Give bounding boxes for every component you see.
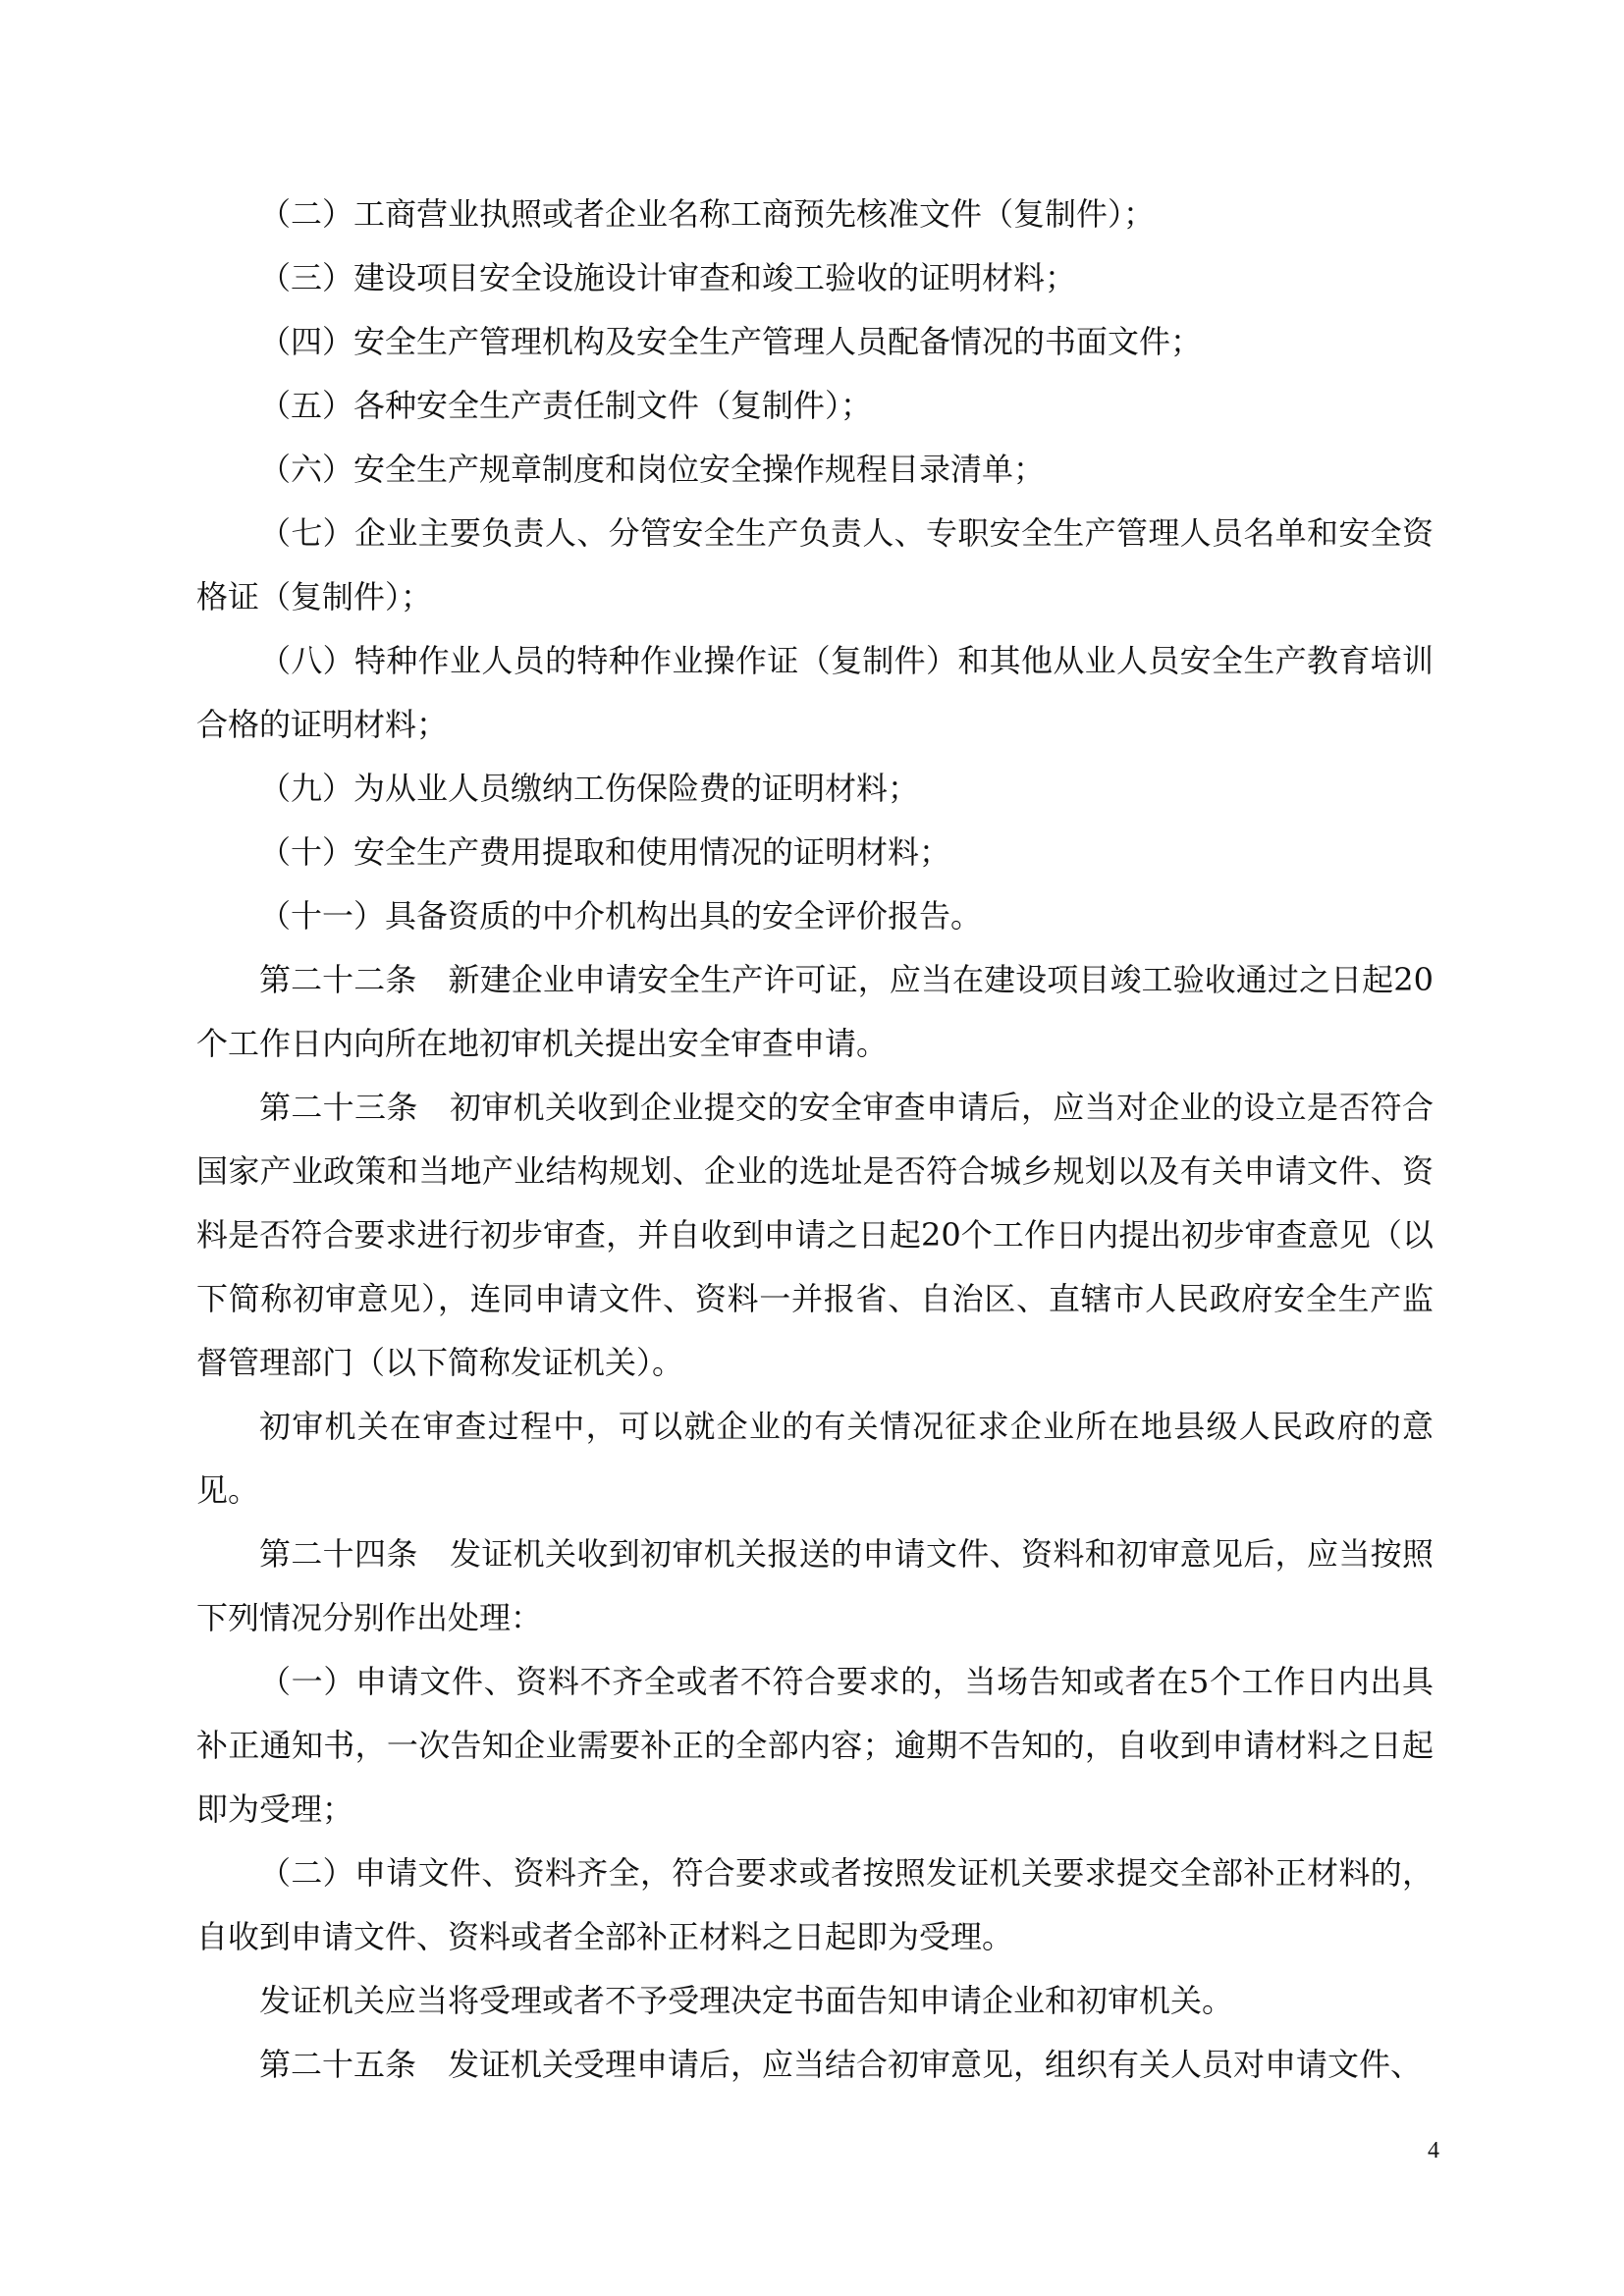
article-24-note: 发证机关应当将受理或者不予受理决定书面告知申请企业和初审机关。: [259, 1982, 1234, 2019]
paragraph-item-5: （五）各种安全生产责任制文件（复制件）；: [259, 387, 873, 424]
article-25: 第二十五条 发证机关受理申请后，应当结合初审意见，组织有关人员对申请文件、: [259, 2046, 1423, 2083]
article-23: 第二十三条 初审机关收到企业提交的安全审查申请后，应当对企业的设立是否符合国家产业政策和当地产业结构规划、企业的选址是否符合城乡规划以及有关申请文件、资料是否符合要求进行初步审查，并自收到申请之日起20个工作日内提出初步审查意见（以下简称初审意见），连同申请文件、资料一并报省、自治区、直辖市人民政府安全生产监督管理部门（以下简称发证机关）。: [196, 1089, 1434, 1381]
article-22: 第二十二条 新建企业申请安全生产许可证，应当在建设项目竣工验收通过之日起20个工作日内向所在地初审机关提出安全审查申请。: [196, 961, 1434, 1062]
article-24: 第二十四条 发证机关收到初审机关报送的申请文件、资料和初审意见后，应当按照下列情况分别作出处理：: [196, 1535, 1434, 1636]
page-number: 4: [1428, 2138, 1439, 2163]
article-23-note: 初审机关在审查过程中，可以就企业的有关情况征求企业所在地县级人民政府的意见。: [196, 1408, 1434, 1509]
paragraph-item-6: （六）安全生产规章制度和岗位安全操作规程目录清单；: [259, 451, 1046, 488]
paragraph-item-2: （二）工商营业执照或者企业名称工商预先核准文件（复制件）；: [259, 195, 1156, 233]
paragraph-item-10: （十）安全生产费用提取和使用情况的证明材料；: [259, 833, 951, 871]
paragraph-item-4: （四）安全生产管理机构及安全生产管理人员配备情况的书面文件；: [259, 323, 1203, 360]
paragraph-item-11: （十一）具备资质的中介机构出具的安全评价报告。: [259, 897, 983, 934]
body-text: [196, 183, 1434, 2097]
paragraph-item-7: （七）企业主要负责人、分管安全生产负责人、专职安全生产管理人员名单和安全资格证（复制件）；: [196, 514, 1434, 615]
article-24-item-2: （二）申请文件、资料齐全，符合要求或者按照发证机关要求提交全部补正材料的，自收到申请文件、资料或者全部补正材料之日起即为受理。: [196, 1854, 1434, 1955]
paragraph-item-9: （九）为从业人员缴纳工伤保险费的证明材料；: [259, 770, 920, 807]
article-24-item-1: （一）申请文件、资料不齐全或者不符合要求的，当场告知或者在5个工作日内出具补正通知书，一次告知企业需要补正的全部内容；逾期不告知的，自收到申请材料之日起即为受理；: [196, 1663, 1434, 1828]
paragraph-item-8: （八）特种作业人员的特种作业操作证（复制件）和其他从业人员安全生产教育培训合格的证明材料；: [196, 642, 1434, 743]
paragraph-item-3: （三）建设项目安全设施设计审查和竣工验收的证明材料；: [259, 259, 1077, 296]
